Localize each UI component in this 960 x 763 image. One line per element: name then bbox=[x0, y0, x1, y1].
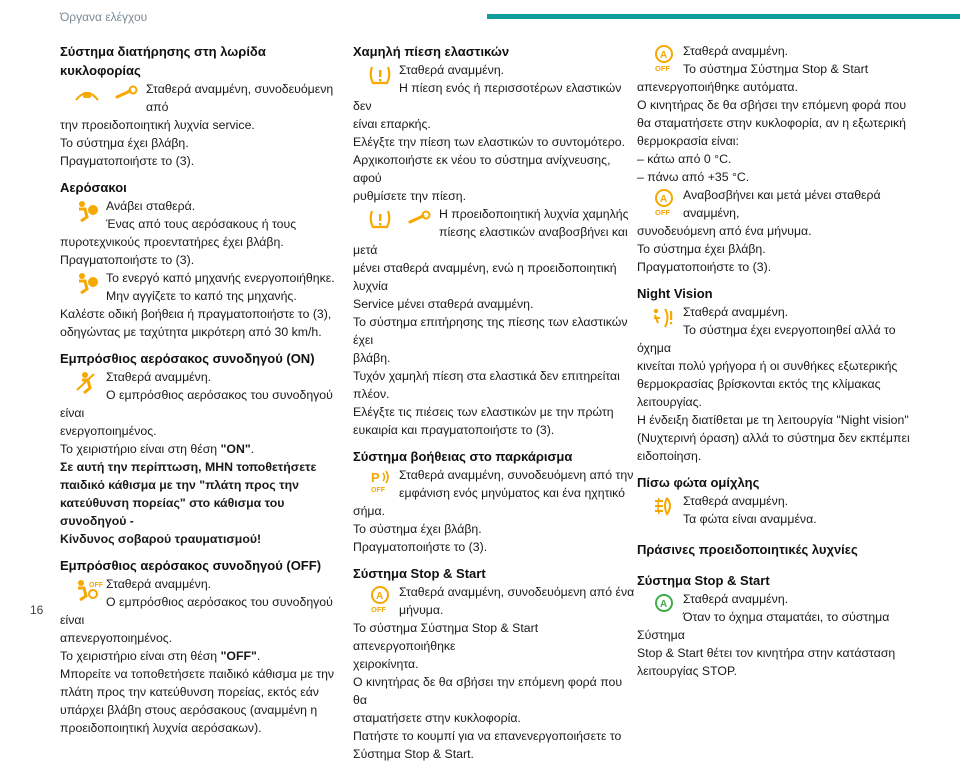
stop-start-off-icon bbox=[367, 585, 393, 613]
svg-text:OFF: OFF bbox=[371, 487, 385, 494]
column-1 bbox=[60, 42, 346, 737]
low-tyre-entry bbox=[353, 61, 639, 115]
rear-fog-icon-wrap bbox=[637, 494, 677, 528]
warning-line: παιδικό κάθισμα με την "πλάτη προς την bbox=[60, 478, 299, 492]
text-line: Το σύστημα έχει ενεργοποιηθεί αλλά το όχημα bbox=[637, 323, 896, 355]
svg-text:A: A bbox=[660, 50, 668, 61]
text-line: Πραγματοποιήστε το (3). bbox=[353, 540, 488, 554]
text-line: σήμα. bbox=[353, 504, 386, 518]
text-line: Σταθερά αναμμένη. bbox=[683, 592, 789, 606]
column-3 bbox=[637, 42, 927, 680]
stop-start-active-icon bbox=[651, 592, 677, 616]
list-item: – κάτω από 0 °C. bbox=[637, 152, 732, 166]
text-line: Ένας από τους αερόσακους ή τους bbox=[106, 217, 297, 231]
header-title: Όργανα ελέγχου bbox=[60, 10, 148, 24]
airbags-entry bbox=[60, 197, 346, 233]
text-line: ρυθμίσετε την πίεση. bbox=[353, 189, 467, 203]
warning-line: Κίνδυνος σοβαρού τραυματισμού! bbox=[60, 532, 262, 546]
text-line: Μην αγγίζετε το καπό της μηχανής. bbox=[106, 289, 297, 303]
text-line: συνοδευόμενη από ένα μήνυμα. bbox=[637, 224, 812, 238]
text-line: Το σύστημα Σύστημα Stop & Start bbox=[683, 62, 869, 76]
text-line: Ελέγξτε τις πιέσεις των ελαστικών με την πρώτη bbox=[353, 405, 614, 419]
text-line: ενεργοποιημένος. bbox=[60, 424, 157, 438]
passenger-airbag-off-icon bbox=[74, 577, 103, 603]
text-line: Stop & Start θέτει τον κινητήρα στην κατάσταση bbox=[637, 646, 896, 660]
text-line: απενεργοποιημένος. bbox=[60, 631, 173, 645]
text-line: Η πίεση ενός ή περισσοτέρων ελαστικών δεν bbox=[353, 81, 622, 113]
park-assist-entry bbox=[353, 466, 639, 502]
tyre-icon-wrap bbox=[353, 63, 393, 97]
text-line: Τυχόν χαμηλή πίεση στα ελαστικά δεν επιτηρείται bbox=[353, 369, 620, 383]
section-title-stop-start: Σύστημα Stop & Start bbox=[353, 566, 486, 581]
text-line: Το σύστημα έχει βλάβη. bbox=[60, 136, 189, 150]
stop-start-icon-wrap bbox=[353, 585, 393, 619]
text-line: Αναβοσβήνει και μετά μένει σταθερά αναμμένη, bbox=[683, 188, 881, 220]
text-line: Το χειριστήριο είναι στη θέση "OFF". bbox=[60, 649, 261, 663]
text-line: Αρχικοποιήστε εκ νέου το σύστημα ανίχνευσης, αφού bbox=[353, 153, 611, 185]
text-line: πίεσης ελαστικών αναβοσβήνει και μετά bbox=[353, 225, 628, 257]
park-assist-icon bbox=[367, 468, 393, 494]
text-line: Τα φώτα είναι αναμμένα. bbox=[683, 512, 817, 526]
text-line: Ο κινητήρας δε θα σβήσει την επόμενη φορά που θα bbox=[353, 675, 623, 707]
stop-start-icon-wrap bbox=[637, 188, 677, 222]
svg-text:OFF: OFF bbox=[371, 605, 386, 614]
text-line: Σταθερά αναμμένη. bbox=[683, 494, 789, 508]
text-line: Πατήστε το κουμπί για να επανενεργοποιήσετε το bbox=[353, 729, 622, 743]
text-line: Πραγματοποιήστε το (3). bbox=[60, 253, 195, 267]
service-wrench-icon bbox=[407, 207, 433, 229]
column-2 bbox=[353, 42, 639, 763]
text-line: λειτουργίας. bbox=[637, 395, 702, 409]
text-line: υπάρχει βλάβη στους αερόσακους (αναμμένη η bbox=[60, 703, 318, 717]
text-line: θερμοκρασία είναι: bbox=[637, 134, 739, 148]
text-line: πλάτη προς την κατεύθυνση πορείας, εκτός εάν bbox=[60, 685, 319, 699]
list-item: – πάνω από +35 °C. bbox=[637, 170, 750, 184]
warning-line: Σε αυτή την περίπτωση, ΜΗΝ τοποθετήσετε bbox=[60, 460, 317, 474]
text-line: κινείται πολύ γρήγορα ή οι συνθήκες εξωτερικής bbox=[637, 359, 898, 373]
text-line: την προειδοποιητική λυχνία service. bbox=[60, 118, 255, 132]
text-line: Το σύστημα έχει βλάβη. bbox=[353, 522, 482, 536]
section-title-lane-keeping: Σύστημα διατήρησης στη λωρίδα κυκλοφορίας bbox=[60, 44, 266, 78]
section-title-rear-fog: Πίσω φώτα ομίχλης bbox=[637, 475, 760, 490]
text-line: μένει σταθερά αναμμένη, ενώ η προειδοποιητική λυχνία bbox=[353, 261, 617, 293]
text-line: Σταθερά αναμμένη. bbox=[683, 305, 789, 319]
tyre-fault-icons bbox=[353, 207, 433, 241]
text-line: Το σύστημα έχει βλάβη. bbox=[637, 242, 766, 256]
text-line: ευκαιρία και πραγματοποιήστε το (3). bbox=[353, 423, 555, 437]
text-line: Ο κινητήρας δε θα σβήσει την επόμενη φορά που bbox=[637, 98, 907, 112]
text-line: Ελέγξτε την πίεση των ελαστικών το συντομότερο. bbox=[353, 135, 626, 149]
lane-keeping-icons bbox=[60, 82, 140, 116]
text-line: Καλέστε οδική βοήθεια ή πραγματοποιήστε το (3), bbox=[60, 307, 332, 321]
stop-start-green-entry bbox=[637, 590, 927, 644]
section-title-stop-start-green: Σύστημα Stop & Start bbox=[637, 573, 770, 588]
stop-start-green-icon-wrap bbox=[637, 592, 677, 626]
text-line: Σταθερά αναμμένη. bbox=[399, 63, 505, 77]
night-vision-entry bbox=[637, 303, 927, 357]
airbag-on-entry bbox=[60, 368, 346, 422]
low-tyre-pressure-icon bbox=[367, 207, 393, 231]
text-line: σταματήσετε στην κυκλοφορία. bbox=[353, 711, 521, 725]
text-line: Σύστημα Stop & Start. bbox=[353, 747, 474, 761]
text-line: Πραγματοποιήστε το (3). bbox=[637, 260, 772, 274]
text-line: πυροτεχνικούς προεντατήρες έχει βλάβη. bbox=[60, 235, 284, 249]
text-line: Η προειδοποιητική λυχνία χαμηλής bbox=[439, 207, 629, 221]
stop-start-fault-entry bbox=[637, 186, 927, 240]
text-line: ειδοποίηση. bbox=[637, 449, 702, 463]
text-line: οδηγώντας με ταχύτητα μικρότερη από 30 km/h. bbox=[60, 325, 322, 339]
text-line: Η ένδειξη διατίθεται με τη λειτουργία "Night vision" bbox=[637, 413, 909, 427]
text-line: Σταθερά αναμμένη. bbox=[106, 370, 212, 384]
svg-text:A: A bbox=[660, 194, 668, 205]
text-line: Το ενεργό καπό μηχανής ενεργοποιήθηκε. bbox=[106, 271, 335, 285]
text-line: Σταθερά αναμμένη, συνοδευόμενη από bbox=[146, 82, 334, 114]
park-icon-wrap bbox=[353, 468, 393, 502]
airbag-icon-wrap bbox=[60, 199, 100, 233]
text-line: πλέον. bbox=[353, 387, 390, 401]
svg-text:P: P bbox=[371, 470, 380, 485]
text-line: Το σύστημα επιτήρησης της πίεσης των ελαστικών έχει bbox=[353, 315, 628, 347]
airbag-off-entry bbox=[60, 575, 346, 629]
text-line: Ο εμπρόσθιος αερόσακος του συνοδηγού είναι bbox=[60, 388, 333, 420]
passenger-airbag-on-icon bbox=[74, 370, 100, 396]
text-line: είναι επαρκής. bbox=[353, 117, 431, 131]
text-line: Όταν το όχημα σταματάει, το σύστημα Σύστημα bbox=[637, 610, 890, 642]
text-line: χειροκίνητα. bbox=[353, 657, 419, 671]
section-title-night-vision: Night Vision bbox=[637, 286, 713, 301]
rear-fog-lamp-icon bbox=[651, 494, 677, 518]
section-title-low-tyre: Χαμηλή πίεση ελαστικών bbox=[353, 44, 510, 59]
svg-text:OFF: OFF bbox=[655, 64, 670, 73]
svg-text:A: A bbox=[376, 591, 384, 602]
svg-text:A: A bbox=[660, 599, 668, 610]
text-line: Service μένει σταθερά αναμμένη. bbox=[353, 297, 534, 311]
section-title-airbag-off: Εμπρόσθιος αερόσακος συνοδηγού (OFF) bbox=[60, 558, 322, 573]
lane-keeping-entry bbox=[60, 80, 346, 134]
section-title-green-lamps: Πράσινες προειδοποιητικές λυχνίες bbox=[637, 542, 858, 557]
night-vision-icon-wrap bbox=[637, 305, 677, 339]
text-line: Ανάβει σταθερά. bbox=[106, 199, 196, 213]
section-title-park-assist: Σύστημα βοήθειας στο παρκάρισμα bbox=[353, 449, 573, 464]
stop-start-auto-entry bbox=[637, 42, 927, 78]
warning-line: κατεύθυνση πορείας" στο κάθισμα του συνοδηγού - bbox=[60, 496, 285, 528]
stop-start-entry bbox=[353, 583, 639, 619]
text-line: Πραγματοποιήστε το (3). bbox=[60, 154, 195, 168]
text-line: Σταθερά αναμμένη. bbox=[106, 577, 212, 591]
text-line: βλάβη. bbox=[353, 351, 391, 365]
text-line: Ο εμπρόσθιος αερόσακος του συνοδηγού είναι bbox=[60, 595, 333, 627]
text-line: εμφάνιση ενός μηνύματος και ένα ηχητικό bbox=[399, 486, 626, 500]
text-line: Το σύστημα Σύστημα Stop & Start απενεργοποιήθηκε bbox=[353, 621, 539, 653]
airbag-off-icon-wrap bbox=[60, 577, 103, 611]
airbag-icon bbox=[74, 199, 100, 223]
stop-start-icon-wrap bbox=[637, 44, 677, 78]
night-vision-icon bbox=[651, 305, 677, 331]
header-accent-bar bbox=[487, 14, 960, 19]
stop-start-off-icon bbox=[651, 44, 677, 72]
text-line: Σταθερά αναμμένη, συνοδευόμενη από την bbox=[399, 468, 634, 482]
page-number: 16 bbox=[30, 603, 44, 617]
svg-text:OFF: OFF bbox=[89, 582, 103, 589]
text-line: προειδοποιητική λυχνία αερόσακων). bbox=[60, 721, 262, 735]
active-bonnet-icon-wrap bbox=[60, 271, 100, 305]
section-title-airbag-on: Εμπρόσθιος αερόσακος συνοδηγού (ON) bbox=[60, 351, 315, 366]
rear-fog-entry bbox=[637, 492, 927, 528]
active-bonnet-icon bbox=[74, 271, 100, 295]
text-line: θερμοκρασίας βρίσκονται εκτός της κλίμακας bbox=[637, 377, 881, 391]
tyre-fault-entry bbox=[353, 205, 639, 259]
text-line: Σταθερά αναμμένη. bbox=[683, 44, 789, 58]
section-title-airbags: Αερόσακοι bbox=[60, 180, 127, 195]
text-line: απενεργοποιήθηκε αυτόματα. bbox=[637, 80, 798, 94]
airbag-on-icon-wrap bbox=[60, 370, 100, 404]
text-line: Σταθερά αναμμένη, συνοδευόμενη από ένα bbox=[399, 585, 635, 599]
text-line: λειτουργίας STOP. bbox=[637, 664, 738, 678]
text-line: θα σταματήσετε στην κυκλοφορία, αν η εξωτερική bbox=[637, 116, 907, 130]
text-line: (Νυχτερινή όραση) αλλά το σύστημα δεν εκπέμπει bbox=[637, 431, 910, 445]
text-line: Μπορείτε να τοποθετήσετε παιδικό κάθισμα με την bbox=[60, 667, 335, 681]
lane-keeping-icon bbox=[74, 82, 100, 104]
low-tyre-pressure-icon bbox=[367, 63, 393, 87]
text-line: μήνυμα. bbox=[399, 603, 444, 617]
stop-start-off-icon bbox=[651, 188, 677, 216]
service-wrench-icon bbox=[114, 82, 140, 104]
svg-text:OFF: OFF bbox=[655, 208, 670, 217]
text-line: Το χειριστήριο είναι στη θέση "ON". bbox=[60, 442, 255, 456]
active-bonnet-entry bbox=[60, 269, 346, 305]
